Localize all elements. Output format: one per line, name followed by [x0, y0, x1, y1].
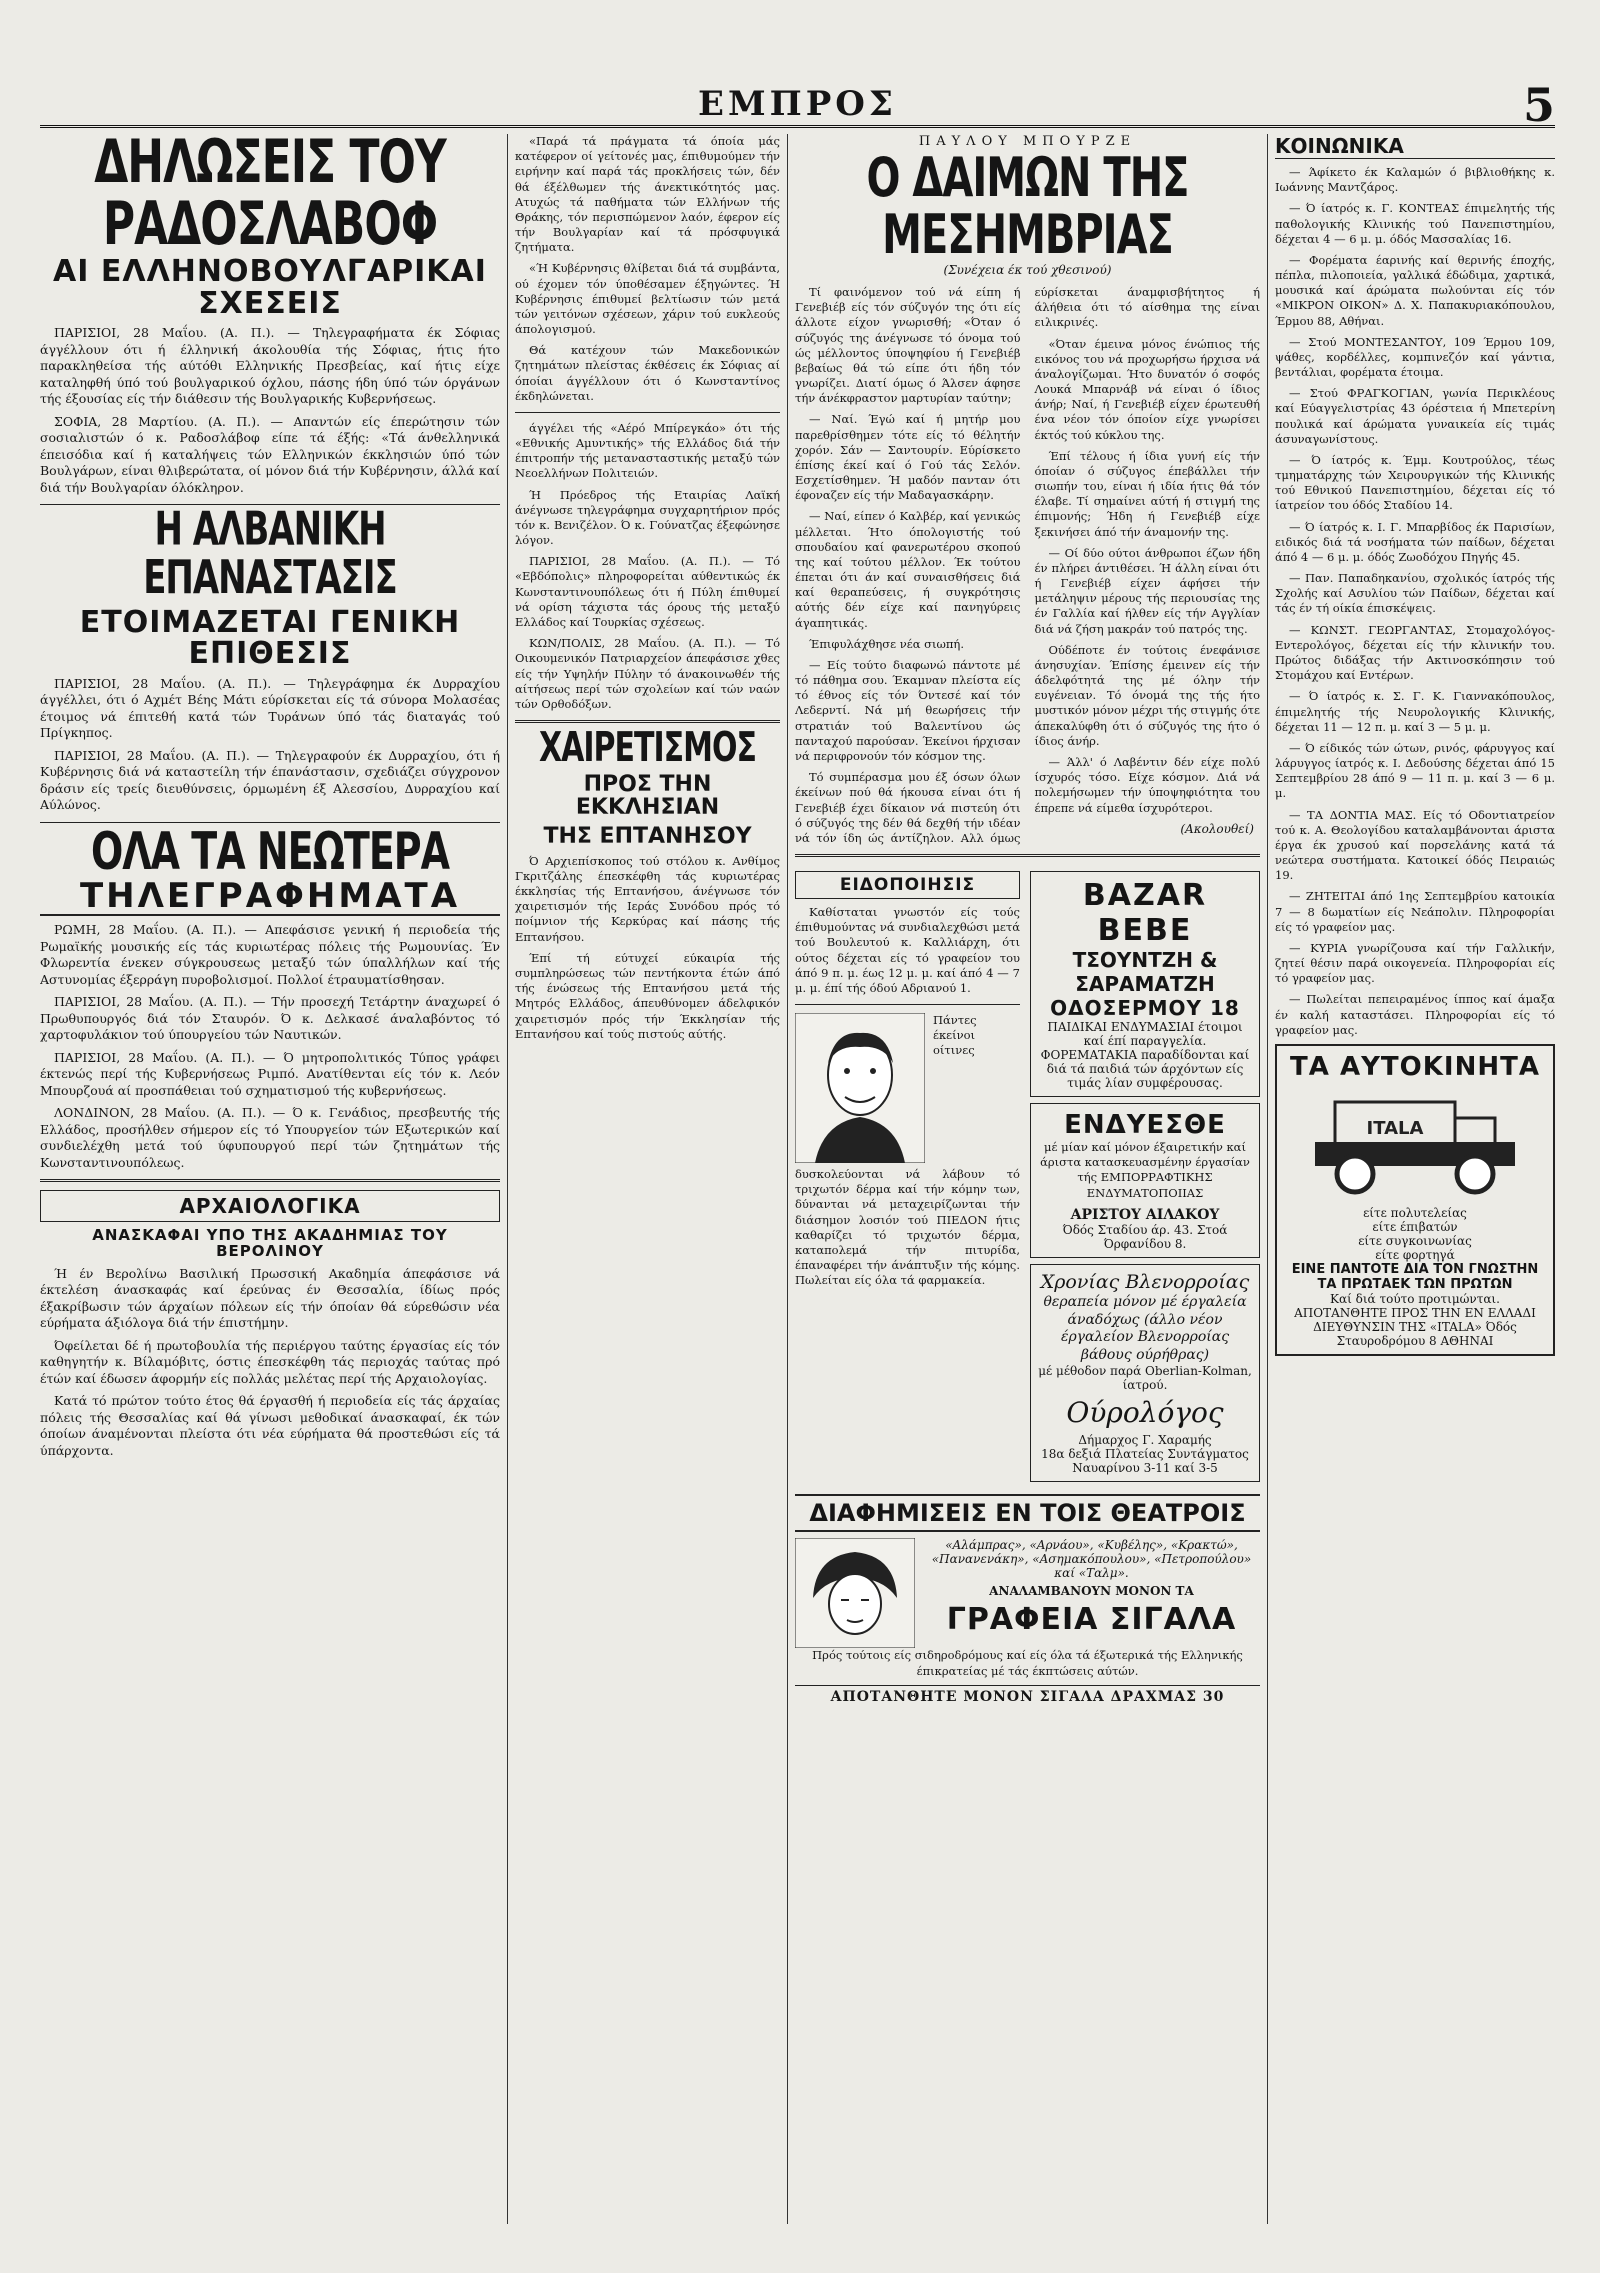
urologist-line-2: θεραπεία μόνον μέ έργαλεία άναδόχως (άλλο νέον έργαλείον Βλενορροίας βάθους ούρήθρας) [1043, 1294, 1247, 1363]
page-number: 5 [1522, 78, 1555, 132]
divider [795, 1004, 1020, 1005]
article-text: «Παρά τά πράγματα τά όποία μάς κατέφερον οί γείτονές μας, έπιθυμούμεν τήν ειρήνην καί παρά τάς προκλήσεις τών, δέν θά έξέλθωμεν τής άνεκτικότητός μας. Ατυχώς τά παθήματα τών Ελλήνων τής Θράκης, τόν περισπώμενον λαόν, έφερον είς τήν Βουλγαρίαν καί τά πρόσφυγικά ζητήματα. [515, 134, 780, 255]
serial-text [795, 285, 1260, 846]
article-text: Όφείλεται δέ ή πρωτοβουλία τής περιέργου ταύτης έργασίας είς τόν καθηγητήν κ. Βίλαμόβιτς, όστις έπεσκέφθη τάς περιοχάς ταύτας πρό έτών καί έδωσεν άφορμήν είς πολλάς μελέτας περί τής Αρχαιολογίας. [40, 1337, 500, 1386]
article-text: Ή έν Βερολίνω Βασιλική Πρωσσική Ακαδημία άπεφάσισε νά έκτελέση άνασκαφάς καί έρεύνας έν Θεσσαλία, ίδίως πρός έξακρίβωσιν τών άρχαίων πόλεων είς τήν όποίαν θά εύρεθώσιν νέα εύρήματα άξιόλογα διά τήν έπιστήμην. [40, 1265, 500, 1331]
article-text: Έπί τέλους ή ίδια γυνή είς τήν όποίαν ό σύζυγος έπεβάλλει τήν σιωπήν του, είναι ή ιδία ήτις θά τόν έλαβε. Τί σημαίνει αύτή ή στιγμή της έπιμονής; Ήδη ή Γενεβιέβ είχε ξεκινήσει άπό τήν άναμονήν της. [1034, 448, 1260, 539]
theatre-list: «Αλάμπρας», «Αρνάου», «Κυβέλης», «Κρακτώ», «Πανανενάκη», «Ασημακόπουλου», «Πετροπούλου» καί «Ταλμ». [931, 1538, 1252, 1581]
theatre-ad-heading: ΔΙΑΦΗΜΙΣΕΙΣ ΕΝ ΤΟΙΣ ΘΕΑΤΡΟΙΣ [795, 1494, 1260, 1532]
car-slogan: ΕΙΝΕ ΠΑΝΤΟΤΕ ΔΙΑ ΤΟΝ ΓΝΩΣΤΗΝ ΤΑ ΠΡΩΤΑΕΚ ΤΩΝ ΠΡΩΤΩΝ [1291, 1261, 1539, 1292]
article-text: «Ή Κυβέρνησις θλίβεται διά τά συμβάντα, ού έχομεν τόν ύποθέσαμεν έξηγώντες. Ή Κυβέρνησις έπιθυμεί βελτίωσιν τών μετά τών γειτόνων σχέσεων, χάριν τού ευκλεούς άπολογισμού. [515, 261, 780, 337]
greetings-subhead-1: ΠΡΟΣ ΤΗΝ ΕΚΚΛΗΣΙΑΝ [575, 771, 720, 820]
headline-greetings: ΧΑΙΡΕΤΙΣΜΟΣ [539, 724, 756, 773]
article-text: Έπί τή εύτυχεί εύκαιρία τής συμπληρώσεως τών πεντήκοντα έτών άπό τής ένώσεως τής Επτανήσου μετά τής Μητρός Ελλάδος, άπευθύνομεν άδελφικόν χαιρετισμόν πρός τήν Έκκλησίαν τής Επτανήσου καί τούς πιστούς αύτής. [515, 950, 780, 1041]
tailor-title: ΕΝΔΥΕΣΘΕ [1064, 1110, 1226, 1141]
car-ad [1275, 1044, 1555, 1356]
hair-lotion-ad: Πάντες έκείνοι οίτινες δυσκολεύονται νά λάβουν τό τριχωτόν δέρμα καί τήν κόμην των, δύνανται νά μεταχειρίζωνται τήν διάσημον λοσιόν τού ΠΙΕΔΟΝ ήτις καθαρίζει τό τριχωτόν δέρμα, καταπολεμά τήν πιτυρίδα, έπαναφέρει τήν άνάπτυξιν τής κόμης. Πωλείται είς όλα τά φαρμακεία. [795, 1013, 1020, 1288]
article-text: ΠΑΡΙΣΙΟΙ, 28 Μαΐου. (Α. Π.). — Τήν προσεχή Τετάρτην άναχωρεί ό Πρωθυπουργός διά τόν Σταυρόν. Ό κ. Δελκασέ άναλαβόντος τό χαρτοφυλάκιον τού ύπουργείου τών Ναυτικών. [40, 994, 500, 1043]
notice-text: — Ό ίατρός κ. Έμμ. Κουτρούλος, τέως τμηματάρχης τών Χειρουργικών τής Κλινικής τού Εθνικού Πανεπιστημίου, δέχεται είς τό ίατρείον του όδός Σταδίου 14. [1275, 452, 1555, 513]
article-text: ΠΑΡΙΣΙΟΙ, 28 Μαΐου. (Α. Π.). — Ό μητροπολιτικός Τύπος γράφει έκτενώς περί τής Κυβερνήσεως Ριμπό. Ανατίθενται είς τόν κ. Λεόν Μπουρζουά αί προσπάθειαι τού σχηματισμού τής κυβερνήσεως. [40, 1049, 500, 1098]
article-text: άγγέλει τής «Αέρό Μπίρεγκάο» ότι τής «Εθνικής Αμυντικής» τής Ελλάδος διά τήν έπιτροπήν τής μετανασταστικής μεταξύ τών Νεοελλήνων Πολιτειών. [515, 420, 780, 481]
article-text: ΣΟΦΙΑ, 28 Μαρτίου. (Α. Π.). — Απαντών είς έπερώτησιν τών σοσιαλιστών ό κ. Ραδοσλάβοφ είπε τά έξής: «Τά άνθελληνικά έπεισόδια καί ή καταλήψεις τών Ελληνικών έκκλησιών ύπό τών Βουλγάρων, είναι θλιβερώτατα, οί μόνον διά τήν Κυβέρνησιν, άλλά καί διά τήν Βουλγαρίαν όλόκληρον. [40, 413, 500, 495]
article-text: Κατά τό πρώτον τούτο έτος θά έργασθή ή περιοδεία είς τάς άρχαίας πόλεις τής Θεσσαλίας καί θά γίνωσι μεθοδικαί άνασκαφαί, έκ τών όποίων άναμένονται πλείστα ότι νέα εύρήματα θά προστεθώσι είς τά ύπάρχοντα. [40, 1393, 500, 1458]
notice-text: — Άφίκετο έκ Καλαμών ό βιβλιοθήκης κ. Ιωάννης Μαντζάρος. [1275, 165, 1555, 195]
article-text: — Είς τούτο διαφωνώ πάντοτε μέ τό πάθημα σου. Έκαμναν πλείστα είς τό έθνος είς τόν Όντεσέ καί τόν Λεδερντί. Νά μή θεωρήσεις τήν στρατιάν τού Βαλεντίνου ώς πανταχού παρούσαν. Έκείνοι ήρχισαν νά περιφρονούν τόν κόσμον της. [795, 657, 1021, 763]
headline-radoslavov: ΔΗΛΩΣΕΙΣ ΤΟΥ ΡΑΔΟΣΛΑΒΟΦ [94, 134, 446, 259]
car-line-1: είτε πολυτελείας [1363, 1205, 1467, 1220]
article-text: — Ναί, είπεν ό Καλβέρ, καί γενικώς μέλλεται. Ήτο όπολογιστής τού σπουδαίου καί φανερωτέρου σκοπού της καί τούτου μέλλον. Έκ τούτου έπεται ότι άν καί συναισθήσεις διά καί θεραπεύσεις, ή συγκρότησις αύτής δέν είχε καί πανηγύρεις άγαπητικάς. [795, 509, 1021, 630]
column-3 [795, 134, 1260, 2224]
column-rule [1267, 134, 1268, 2224]
tailor-street: Όδός Σταδίου άρ. 43. Στοά Όρφανίδου 8. [1062, 1222, 1228, 1251]
column-rule [787, 134, 788, 2224]
masthead [40, 78, 1555, 132]
article-text: ΛΟΝΔΙΝΟΝ, 28 Μαΐου. (Α. Π.). — Ό κ. Γενάδιος, πρεσβευτής τής Ελλάδος, προσήλθεν σήμερον είς τό Υπουργείον τών Εξωτερικών καί συνδιελέχθη μετά τού ύφυπουργού περί τών ζητημάτων τής Κωνσταντινουπόλεως. [40, 1105, 500, 1170]
ads-row [795, 865, 1260, 1488]
urologist-line-3: μέ μέθοδον παρά Oberlian-Kolman, ίατρού. [1038, 1364, 1252, 1393]
divider [515, 412, 780, 413]
car-line-3: είτε συγκοινωνίας [1358, 1233, 1472, 1248]
headline-telegrams: ΤΗΛΕΓΡΑΦΗΜΑΤΑ [40, 879, 500, 917]
tailor-text: μέ μίαν καί μόνον έξαιρετικήν καί άριστα κατασκευασμένην έργασίαν τής ΕΜΠΟΡΡΑΦΤΙΚΗΣ ΕΝΔΥΜΑΤΟΠΟΙΙΑΣ [1040, 1140, 1250, 1200]
theatre-text: Πρός τούτοις είς σιδηροδρόμους καί είς όλα τά έξωτερικά τής Ελληνικής έπικρατείας μέ τάς έκπτώσεις αύτών. [812, 1648, 1243, 1678]
tailor-ad [1030, 1103, 1260, 1258]
article-text: Τό συμπέρασμα μου έξ όσων όλων έκείνων πού θά ήκουσα είναι ότι ή Γενεβιέβ έχει δίκαιον νά πιστεύη ότι ό σύζυγός της δέν θά δεχθή τήν ιδέαν νά τόν ίδη ώς άντίζηλον. Αλλ όμως εύρίσκεται άναμφισβήτητος ή άλήθεια ότι τό αίσθημα της είναι ειλικρινές. [795, 285, 1260, 845]
headline-albania: Η ΑΛΒΑΝΙΚΗ ΕΠΑΝΑΣΤΑΣΙΣ [143, 502, 397, 606]
bazaar-ad [1030, 871, 1260, 1097]
headline-archaeology: ΑΡΧΑΙΟΛΟΓΙΚΑ [40, 1190, 500, 1222]
bazaar-owners: ΤΣΟΥΝΤΖΗ & ΣΑΡΑΜΑΤΖΗ [1072, 948, 1218, 997]
cars-heading: ΤΑ ΑΥΤΟΚΙΝΗΤΑ [1290, 1051, 1540, 1082]
article-text: ΠΑΡΙΣΙΟΙ, 28 Μαΐου. (Α. Π.). — Τηλεγραφήματα έκ Σόφιας άγγέλλουν ότι ή έλληνική άκολουθία τής Σόφιας, ήτις ήτο παρακληθείσα τής αύτόθι Ελληνικής Πρεσβείας, καί ήτις είχε καταληφθή ύπό τού βουλγαρικού όχλου, πάσης ήδη ύπό τών όργάνων τής έξουσίας είς τήν διάθεσιν τής Βουλγαρικής Κυβερνήσεως. [40, 325, 500, 407]
car-illustration [1295, 1082, 1535, 1202]
article-text: Τί φαινόμενον τού νά είπη ή Γενεβιέβ είς τόν σύζυγόν της ότι είς άλλοτε είχον γνωρισθή; «Όταν ό σύζυγός της άνέγνωσε τό όνομα τού ώς μέλλοντος ύποψηφίου ή Γενεβιέβ βεβαίως θά τώ είπε ότι ήδη τόν γνωρίζει. Διατί όμως ό Άλσεν άφησε τήν άνέκφραστον μαρτυρίαν ταύτην; [795, 285, 1021, 406]
article-text: ΡΩΜΗ, 28 Μαΐου. (Α. Π.). — Απεφάσισε γενική ή περιοδεία τής Ρωμαϊκής μουσικής είς τάς κυριωτέρας πόλεις τής Ρωμουνίας. Έν Φλωρεντία ένεκεν σύγκρουσεως μεταξύ τών ύπαλλήλων καί τής Αστυνομίας έξερράγη πυροβολισμοί. Πολλοί έτραυματίσθησαν. [40, 922, 500, 987]
paper-name: ΕΜΠΡΟΣ [698, 84, 897, 124]
to-be-continued: (Ακολουθεί) [1180, 821, 1254, 836]
notice-text: — Ό ίατρός κ. Σ. Γ. Κ. Γιαννακόπουλος, έπιμελητής τής Νευρολογικής Κλινικής, δέχεται 11 — 12 π. μ. καί 3 — 5 μ. μ. [1275, 689, 1555, 734]
theatre-mid: ΑΝΑΛΑΜΒΑΝΟΥΝ ΜΟΝΟΝ ΤΑ [989, 1584, 1194, 1599]
article-text: — Ναί. Έγώ καί ή μητήρ μου παρεθρίσθημεν τότε είς τό θέλητήν χορόν. Σάν — Σαντουρίν. Εύρίσκετο έπίσης έκεί καί ό Γού τάς Σελόν. Εσχετίσθημεν. Ή μαδόν πανταν ότι έφοναζεν είς τήν Μαδαγασκάρην. [795, 412, 1021, 503]
bazaar-title: BAZAR BEBE [1082, 878, 1208, 949]
article-text: «Όταν έμεινα μόνος ένώπιος τής εικόνος του νά προχωρήσω ήρχισα νά άναλογίζωμαι. Ήτο δυνατόν ό σοφός Λουκά Μπαρνάβ νά είναι ό ίδιος άνήρ; Ναί, ή Γενεβιέβ είχεν έρωτευθή ένα νέον τόν όποίον είχε γνωρίσει έκτός τού κύκλου της. [1034, 336, 1260, 442]
notice-text: — Πωλείται πεπειραμένος ίππος καί άμαξα έν καλή καταστάσει. Πληροφορίαι είς τό γραφείον μας. [1275, 992, 1555, 1037]
bazaar-text: ΠΑΙΔΙΚΑΙ ΕΝΔΥΜΑΣΙΑΙ έτοιμοι καί έπί παραγγελία. ΦΟΡΕΜΑΤΑΚΙΑ παραδίδονται καί διά τά παιδιά τών άρχόντων είς τιμάς λίαν συμφέρουσας. [1040, 1020, 1250, 1091]
article-text: — Άλλ' ό Λαβέντιν δέν είχε πολύ ίσχυρός τόσο. Είχε κόσμον. Διά νά πολεμήσωμεν τήν ύποψηφιότητα του έπρεπε νά είμεθα ίσχυρότεροι. [1034, 754, 1260, 815]
notice-text: — Στού ΜΟΝΤΕΣΑΝΤΟΥ, 109 Έρμου 109, ψάθες, κορδέλλες, κομπινεζόν καί γάντια, βεντάλιαι, φορέματα έτοιμα. [1275, 334, 1555, 380]
theatre-final: ΑΠΟΤΑΝΘΗΤΕ ΜΟΝΟΝ ΣΙΓΑΛΑ ΔΡΑΧΜΑΣ 30 [795, 1685, 1260, 1705]
column-2 [515, 134, 780, 2224]
notice-text: — ΖΗΤΕΙΤΑΙ άπό 1ης Σεπτεμβρίου κατοικία 7 — 8 δωματίων είς Νεάπολιν. Πληροφορίαι είς τό γραφείον μας. [1275, 889, 1555, 934]
woman-portrait-illustration [795, 1538, 915, 1648]
urologist-ad [1030, 1264, 1260, 1483]
car-footer: Καί διά τούτο προτιμώνται. ΑΠΟΤΑΝΘΗΤΕ ΠΡΟΣ ΤΗΝ ΕΝ ΕΛΛΑΔΙ ΔΙΕΥΘΥΝΣΙΝ ΤΗΣ «ITALA» Όδός Σταυροδρόμου 8 ΑΘΗΝΑΙ [1294, 1291, 1536, 1348]
car-line-4: είτε φορτηγά [1375, 1247, 1455, 1262]
divider [515, 720, 780, 723]
notice-text: — Ό ίατρός κ. Ι. Γ. Μπαρβίδος έκ Παρισίων, ειδικός διά τά νοσήματα τών παίδων, δέχεται άπό 4 — 6 μ. μ. όδός Ζωοδόχου Πηγής 45. [1275, 519, 1555, 564]
ads-left [795, 865, 1020, 1488]
notice-text: — Ό ίατρός κ. Γ. ΚΟΝΤΕΑΣ έπιμελητής τής παθολογικής Κλινικής τού Πανεπιστημίου, δέχεται 4 — 6 μ. μ. όδός Μασσαλίας 16. [1275, 201, 1555, 246]
urologist-title: Ούρολόγος [1066, 1396, 1224, 1430]
bazaar-street: ΟΔΟΣΕΡΜΟΥ 18 [1050, 996, 1240, 1021]
notice-text: — ΤΑ ΔΟΝΤΙΑ ΜΑΣ. Είς τό Οδοντιατρείον τού κ. Α. Θεολογίδου καταλαμβάνονται άριστα έργα έκ χρυσού καί πορσελάνης κατά τά νεώτερα συστήματα. Κατοικεί όδός Πειραιώς 19. [1275, 807, 1555, 883]
headline-offensive: ΕΤΟΙΜΑΖΕΤΑΙ ΓΕΝΙΚΗ ΕΠΙΘΕΣΙΣ [79, 604, 461, 672]
article-text: Έπιφυλάχθησε νέα σιωπή. [809, 636, 964, 651]
notice-text: — ΚΩΝΣΤ. ΓΕΩΡΓΑΝΤΑΣ, Στομαχολόγος-Εντερολόγος, δέχεται είς τήν κλινικήν του. Πρώτος διδάξας τήν Ακτινοσκόπησιν τού Στομάχου καί Εντέρων. [1275, 622, 1555, 683]
car-line-2: είτε έπιβατών [1372, 1219, 1458, 1234]
car-brand-logo: ITALA [1366, 1117, 1424, 1139]
article-text: ΠΑΡΙΣΙΟΙ, 28 Μαΐου. (Α. Π.). — Τηλεγράφημα έκ Δυρραχίου άγγέλλει, ότι ό Αχμέτ Βέης Μάτι εύρίσκεται είς τά σύνορα Μολασέας έτοιμος νά έπιτεθή κατά τών Τυράνων ύπό τάς διαταγάς τού Πρίγκηπος. [40, 675, 500, 741]
divider [795, 854, 1260, 857]
ads-right [1030, 865, 1260, 1488]
masthead-rule [40, 125, 1555, 128]
article-text: Ό Αρχιεπίσκοπος τού στόλου κ. Ανθίμος Γκριτζάλης έπεσκέφθη τάς κυριωτέρας έκκλησίας τής Επτανήσου, άνέγνωσε τόν χαιρετισμόν τής Ιεράς Συνόδου πρός τό ποίμνιον τής Κερκύρας καί πάσης τής Επτανήσου. [515, 853, 780, 944]
notice-heading: ΕΙΔΟΠΟΙΗΣΙΣ [795, 871, 1020, 899]
tailor-name: ΑΡΙΣΤΟΥ ΑΙΛΑΚΟΥ [1070, 1206, 1220, 1223]
article-text: — Οί δύο ούτοι άνθρωποι έζων ήδη έν πλήρει άντιθέσει. Ή άλλη είναι ότι ή Γενεβιέβ είχεν άφήσει τήν μετάληψιν μέρους τής περιουσίας της έν Γαλλία καί ήλθεν είς τήν Αγγλίαν διά νά ζήση μακράν τού πατρός της. [1034, 545, 1260, 636]
headline-relations: ΑΙ ΕΛΛΗΝΟΒΟΥΛΓΑΡΙΚΑΙ ΣΧΕΣΕΙΣ [53, 254, 487, 321]
notice-text: — Παν. Παπαδηκανίου, σχολικός ίατρός τής Σχολής καί Ασυλίου τών Παίδων, δέχεται καί τάς έν τή οίκία έπισκέψεις. [1275, 571, 1555, 616]
continued-note: (Συνέχεια έκ τού χθεσινού) [943, 263, 1112, 277]
theatre-ad-body [923, 1538, 1260, 1648]
notice-text: — Στού ΦΡΑΓΚΟΓΙΑΝ, γωνία Περικλέους καί Εύαγγελιστρίας 43 όρέστεια ή Μπετερίνη πουλικά καί άρώματα γυναικεία είς τιμάς άσυναγωνίστους. [1275, 386, 1555, 446]
article-text: Θά κατέχουν τών Μακεδονικών ζητημάτων πλείστας έκθέσεις έκ Σόφιας αί όποίαι άγγέλλουν ότι ό Κωνσταντίνος έκδηλώνεται. [515, 343, 780, 403]
theatre-ad [795, 1538, 1260, 1648]
divider [40, 1179, 500, 1182]
social-heading: ΚΟΙΝΩΝΙΚΑ [1275, 134, 1555, 159]
article-text: Ούδέποτε έν τούτοις ένεφάνισε άνησυχίαν. Έπίσης έμεινεν είς τήν άδελφότητά της μέ όλην τήν ευγένειαν. Τό όνομά της τής ήτο μυστικόν μόνον μέχρι τής στιγμής ότε άπεκαλύφθη ότι ό σύζυγός της ήτο ό ίδιος άνήρ. [1034, 642, 1260, 748]
urologist-address: 18α δεξιά Πλατείας Συντάγματος Ναυαρίνου 3-11 καί 3-5 [1041, 1447, 1249, 1476]
notice-text: — Ό είδικός τών ώτων, ρινός, φάρυγγος καί λάρυγγος ίατρός κ. Ι. Δεδούσης δέχεται άπό 15 Σεπτεμβρίου 28 άπό 9 — 11 π. μ. καί 3 — 6 μ. μ. [1275, 740, 1555, 801]
urologist-line-1: Χρονίας Βλενορροίας [1040, 1270, 1250, 1293]
article-text: ΠΑΡΙΣΙΟΙ, 28 Μαΐου. (Α. Π.). — Τηλεγραφούν έκ Δυρραχίου, ότι ή Κυβέρνησις διά νά καταστείλη τήν έπανάστασιν, σχεδιάζει σύγχρονον δράσιν είς τρείς διευθύνσεις, όρμωμένη έξ Αλεσσίου, Δυρραχίου καί Αύλώνος. [40, 747, 500, 813]
column-1 [40, 134, 500, 2224]
greetings-subhead-2: ΤΗΣ ΕΠΤΑΝΗΣΟΥ [543, 823, 752, 849]
article-text: ΚΩΝ/ΠΟΛΙΣ, 28 Μαΐου. (Α. Π.). — Τό Οικουμενικόν Πατριαρχείον άπεφάσισε χθες είς τήν Υψηλήν Πύλην τό άνακοινωθέν τής αίτήσεως περί τών σχολείων καί τών ναών τών Ορθοδόξων. [515, 636, 780, 711]
column-4 [1275, 134, 1555, 2224]
column-rule [507, 134, 508, 2224]
headline-demon: Ο ΔΑΙΜΩΝ ΤΗΣ ΜΕΣΗΜΒΡΙΑΣ [866, 147, 1189, 267]
notice-text: Καθίσταται γνωστόν είς τούς έπιθυμούντας νά συνδιαλεχθώσι μετά τού Βουλευτού κ. Καλλιάρχη, ότι ούτος δέχεται είς τό γραφείον του άπό 9 π. μ. έως 12 μ. μ. καί άπό 4 — 7 μ. μ. έπί τής όδού Αδριανού 1. [795, 905, 1020, 995]
notice-text: — Φορέματα έαρινής καί θερινής έποχής, πέπλα, πιλοποιεία, γαλλικά έδώδιμα, χαρτικά, μουσικά καί άρώματα πωλούνται είς τόν «ΜΙΚΡΟΝ ΟΙΚΟΝ» Δ. Χ. Παπακυριακόπουλου, Έρμου 88, Αθήναι. [1275, 252, 1555, 328]
headline-latest: ΟΛΑ ΤΑ ΝΕΩΤΕΡΑ [90, 821, 450, 882]
urologist-doctor: Δήμαρχος Γ. Χαραμής [1078, 1433, 1212, 1448]
article-text: ΠΑΡΙΣΙΟΙ, 28 Μαΐου. (Α. Π.). — Τό «Εβδόπολις» πληροφορείται αύθεντικώς έκ Κωνσταντινουπόλεως ότι ή Πύλη έπιθυμεί νά ορίση τάχιστα τάς όρους τής μεταξύ Ελλάδος καί Τουρκίας σχέσεως. [515, 554, 780, 629]
man-portrait-illustration [795, 1013, 925, 1163]
archaeology-subhead: ΑΝΑΣΚΑΦΑΙ ΥΠΟ ΤΗΣ ΑΚΑΔΗΜΙΑΣ ΤΟΥ ΒΕΡΟΛΙΝΟΥ [92, 1226, 448, 1261]
author-byline: ΠΑΥΛΟΥ ΜΠΟΥΡΖΕ [918, 134, 1137, 149]
theatre-agency: ΓΡΑΦΕΙΑ ΣΙΓΑΛΑ [946, 1602, 1237, 1638]
article-text: Ή Πρόεδρος τής Εταιρίας Λαϊκή άνέγνωσε τηλεγράφημα συγχαρητήριον πρός τόν κ. Βενιζέλον. Ό κ. Γούνατζας έξεφώνησε λόγον. [515, 487, 780, 548]
notice-text: — ΚΥΡΙΑ γνωρίζουσα καί τήν Γαλλικήν, ζητεί θέσιν παρά οικογενεία. Πληροφορίαι είς τό γραφείον μας. [1275, 940, 1555, 986]
